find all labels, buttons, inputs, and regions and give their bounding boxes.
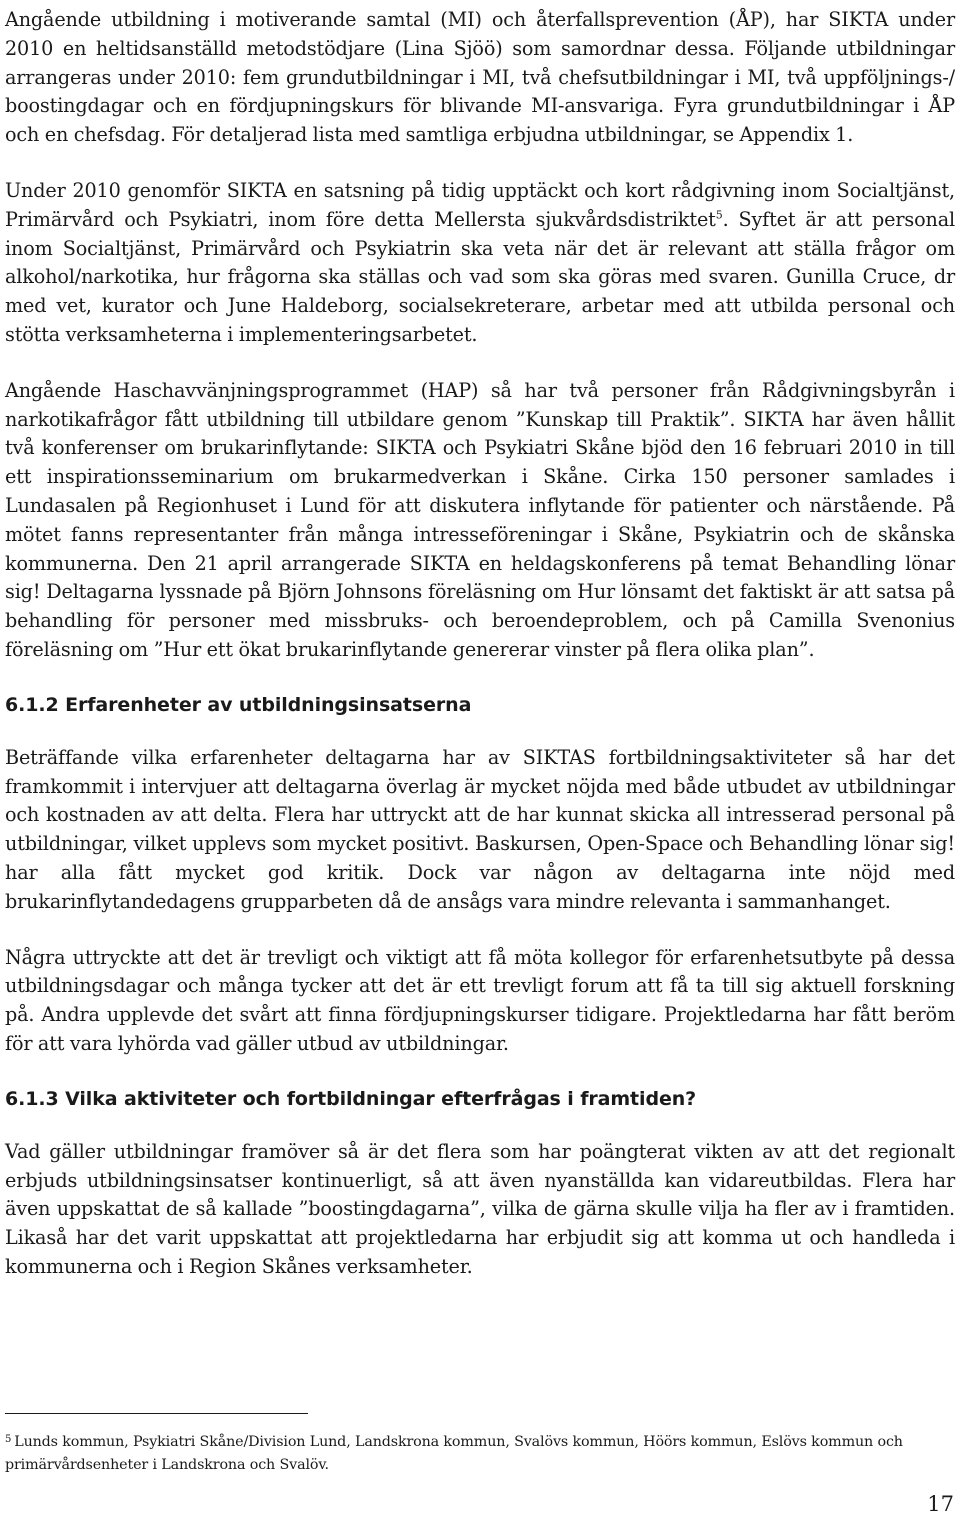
section-heading-6-1-3: 6.1.3 Vilka aktiviteter och fortbildningar efterfrågas i framtiden? <box>5 1087 697 1110</box>
paragraph-early-detection-continued: . Syftet är att personal inom Socialtjänst, Primärvård och Psykiatrin ska veta när det är relevant att ställa frågor om alkohol/narkotika, hur frågorna ska ställas och vad som ska göras med svaren. Gunilla Cruce, dr med vet, kurator och June Haldeborg, socialsekreterare, arbetar med att utbilda personal och stötta verksamheterna i implementeringsarbetet. <box>5 207 955 346</box>
paragraph-colleague-exchange: Några uttryckte att det är trevligt och viktigt att få möta kollegor för erfarenhetsutbyte på dessa utbildningsdagar och många tycker att det är ett trevligt forum att få ta till sig aktuell forskning på. Andra upplevde det svårt att finna fördjupningskurser tidigare. Projektledarna har fått beröm för att vara lyhörda vad gäller utbud av utbildningar. <box>5 945 955 1055</box>
paragraph-hap-conferences: Angående Haschavvänjningsprogrammet (HAP) så har två personer från Rådgivningsbyrån i narkotikafrågor fått utbildning till utbildare genom ”Kunskap till Praktik”. SIKTA har även hållit två konferenser om brukarinflytande: SIKTA och Psykiatri Skåne bjöd den 16 februari 2010 in till ett inspirationsseminarium om brukarmedverkan i Skåne. Cirka 150 personer samlades i Lundasalen på Regionhuset i Lund för att diskutera inflytande för patienter och närstående. På mötet fanns representanter från många intresseföreningar i Skåne, Psykiatrin och de skånska kommunerna. Den 21 april arrangerade SIKTA en heldagskonferens på temat Behandling lönar sig! Deltagarna lyssnade på Björn Johnsons föreläsning om Hur lönsamt det faktiskt är att satsa på behandling för personer med missbruks- och beroendeproblem, och på Camilla Svenonius föreläsning om ”Hur ett ökat brukarinflytande genererar vinster på flera olika plan”. <box>5 378 955 661</box>
paragraph-early-detection-text: Under 2010 genomför SIKTA en satsning på tidig upptäckt och kort rådgivning inom Socialtjänst, Primärvård och Psykiatri, inom före detta Mellersta sjukvårdsdistriktet <box>5 178 955 231</box>
footnote-reference[interactable]: 5 <box>715 208 723 222</box>
page-number: 17 <box>927 1492 954 1516</box>
section-heading-6-1-2: 6.1.2 Erfarenheter av utbildningsinsatserna <box>5 693 472 716</box>
footnote <box>5 1431 953 1476</box>
footnote-number: 5 <box>5 1434 12 1445</box>
paragraph-early-detection <box>5 177 955 350</box>
page-content <box>5 6 955 1282</box>
footnote-separator <box>5 1413 308 1414</box>
footnote-text: Lunds kommun, Psykiatri Skåne/Division Lund, Landskrona kommun, Svalövs kommun, Höörs kommun, Eslövs kommun och primärvårdsenheter i Landskrona och Svalöv. <box>5 1434 903 1473</box>
paragraph-mi-ap-training: Angående utbildning i motiverande samtal (MI) och återfallsprevention (ÅP), har SIKTA under 2010 en heltidsanställd metodstödjare (Lina Sjöö) som samordnar dessa. Följande utbildningar arrangeras under 2010: fem grundutbildningar i MI, två chefsutbildningar i MI, två uppföljnings-/ boostingdagar och en fördjupningskurs för blivande MI-ansvariga. Fyra grundutbildningar i ÅP och en chefsdag. För detaljerad lista med samtliga erbjudna utbildningar, se Appendix 1. <box>5 8 955 147</box>
paragraph-future-training: Vad gäller utbildningar framöver så är det flera som har poängterat vikten av att det regionalt erbjuds utbildningsinsatser kontinuerligt, så att även nyanställda kan vidareutbildas. Flera har även uppskattat de så kallade ”boostingdagarna”, vilka de gärna skulle vilja ha fler av i framtiden. Likaså har det varit uppskattat att projektledarna har erbjudit sig att komma ut och handleda i kommunerna och i Region Skånes verksamheter. <box>5 1139 955 1278</box>
paragraph-experiences: Beträffande vilka erfarenheter deltagarna har av SIKTAS fortbildningsaktiviteter så har det framkommit i intervjuer att deltagarna överlag är mycket nöjda med både utbudet av utbildningar och kostnaden av att delta. Flera har uttryckt att de har kunnat skicka all intresserad personal på utbildningar, vilket upplevs som mycket positivt. Baskursen, Open-Space och Behandling lönar sig! har alla fått mycket god kritik. Dock var någon av deltagarna inte nöjd med brukarinflytandedagens grupparbeten då de ansågs vara mindre relevanta i sammanhanget. <box>5 745 955 913</box>
